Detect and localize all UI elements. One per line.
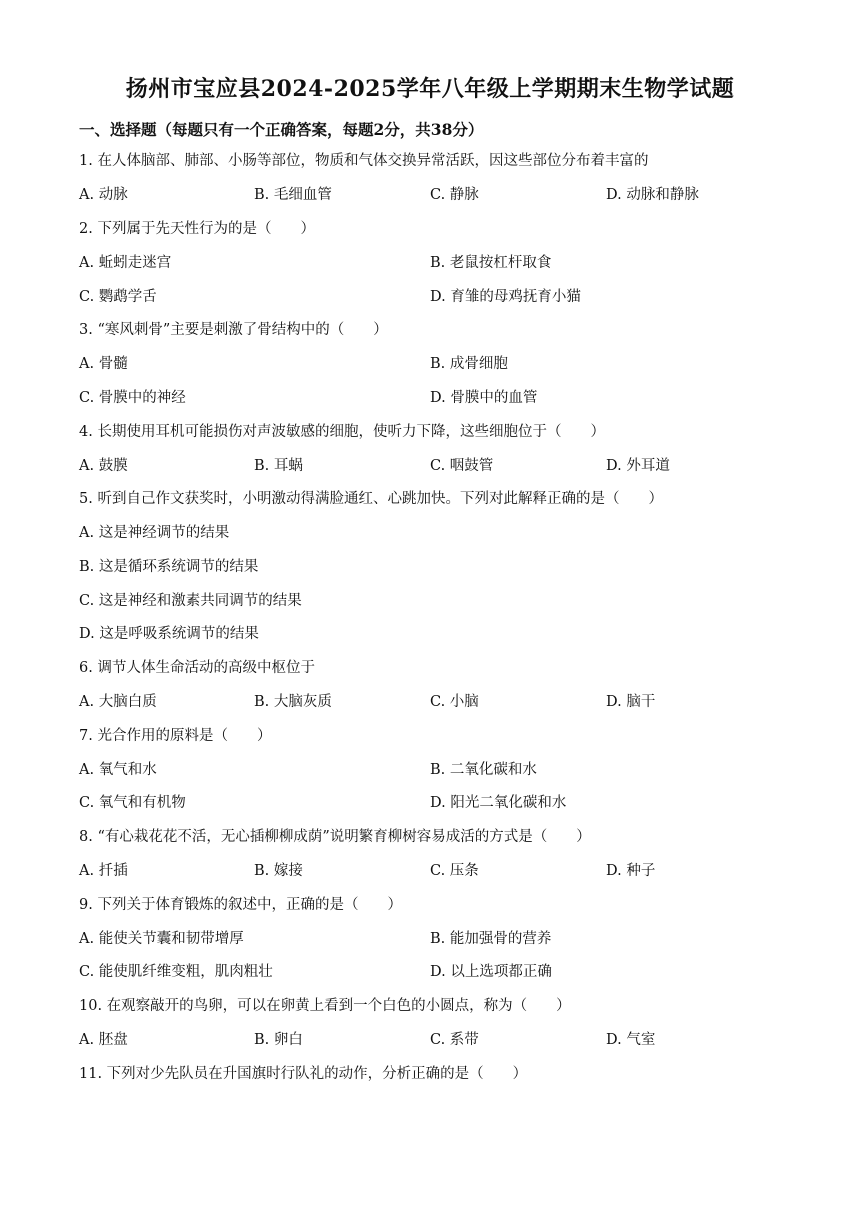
option-row	[79, 929, 820, 949]
option: B. 能加强骨的营养	[430, 931, 552, 947]
option-row	[79, 523, 820, 543]
option: D. 脑干	[606, 694, 656, 710]
option-row	[79, 760, 820, 780]
option: D. 阳光二氧化碳和水	[430, 795, 567, 811]
option-row	[79, 287, 820, 307]
option: C. 静脉	[430, 187, 479, 203]
option: D. 这是呼吸系统调节的结果	[79, 626, 259, 642]
option-row	[79, 388, 820, 408]
option: D. 育雏的母鸡抚育小猫	[430, 289, 581, 305]
option-row	[79, 354, 820, 374]
option: C. 氧气和有机物	[79, 795, 186, 811]
option: A. 这是神经调节的结果	[79, 525, 230, 541]
option: A. 胚盘	[79, 1032, 128, 1048]
question-stem: 2. 下列属于先天性行为的是（ ）	[79, 221, 315, 237]
question-stem: 1. 在人体脑部、肺部、小肠等部位，物质和气体交换异常活跃，因这些部位分布着丰富的	[79, 153, 649, 169]
option: A. 骨髓	[79, 356, 128, 372]
option-row	[79, 591, 820, 611]
option: C. 咽鼓管	[430, 458, 494, 474]
option: B. 毛细血管	[254, 187, 332, 203]
option: A. 扦插	[79, 863, 128, 879]
question-stem: 4. 长期使用耳机可能损伤对声波敏感的细胞，使听力下降，这些细胞位于（ ）	[79, 424, 605, 440]
option: A. 动脉	[79, 187, 128, 203]
option: D. 外耳道	[606, 458, 670, 474]
option-row	[79, 793, 820, 813]
exam-title: 扬州市宝应县2024-2025学年八年级上学期期末生物学试题	[125, 76, 735, 102]
option: C. 这是神经和激素共同调节的结果	[79, 593, 302, 609]
question-stem: 9. 下列关于体育锻炼的叙述中，正确的是（ ）	[79, 897, 402, 913]
option: D. 以上选项都正确	[430, 964, 552, 980]
section-heading: 一、选择题（每题只有一个正确答案，每题2分，共38分）	[79, 120, 484, 139]
option: C. 压条	[430, 863, 479, 879]
option: B. 成骨细胞	[430, 356, 508, 372]
option: D. 种子	[606, 863, 656, 879]
option-row	[79, 456, 820, 476]
question-stem: 5. 听到自己作文获奖时，小明激动得满脸通红、心跳加快。下列对此解释正确的是（ ）	[79, 491, 663, 507]
option-row	[79, 185, 820, 205]
option: D. 骨膜中的血管	[430, 390, 538, 406]
option: B. 耳蜗	[254, 458, 303, 474]
option: A. 蚯蚓走迷宫	[79, 255, 172, 271]
option: B. 老鼠按杠杆取食	[430, 255, 552, 271]
option-row	[79, 1030, 820, 1050]
option: B. 这是循环系统调节的结果	[79, 559, 259, 575]
question-stem: 6. 调节人体生命活动的高级中枢位于	[79, 660, 315, 676]
question-stem: 7. 光合作用的原料是（ ）	[79, 728, 272, 744]
option: B. 卵白	[254, 1032, 303, 1048]
option-row	[79, 557, 820, 577]
option: A. 能使关节囊和韧带增厚	[79, 931, 244, 947]
option: A. 氧气和水	[79, 762, 157, 778]
option: A. 大脑白质	[79, 694, 157, 710]
question-stem: 10. 在观察敲开的鸟卵，可以在卵黄上看到一个白色的小圆点，称为（ ）	[79, 998, 571, 1014]
option-row	[79, 692, 820, 712]
option: C. 鹦鹉学舌	[79, 289, 157, 305]
question-stem: 11. 下列对少先队员在升国旗时行队礼的动作，分析正确的是（ ）	[79, 1066, 528, 1082]
option: B. 大脑灰质	[254, 694, 332, 710]
question-stem: 8. “有心栽花花不活，无心插柳柳成荫”说明繁育柳树容易成活的方式是（ ）	[79, 829, 591, 845]
option: C. 骨膜中的神经	[79, 390, 186, 406]
option: A. 鼓膜	[79, 458, 128, 474]
option: D. 气室	[606, 1032, 656, 1048]
question-stem: 3. “寒风刺骨”主要是刺激了骨结构中的（ ）	[79, 322, 388, 338]
option-row	[79, 962, 820, 982]
option: C. 能使肌纤维变粗，肌肉粗壮	[79, 964, 273, 980]
option: C. 小脑	[430, 694, 479, 710]
option: C. 系带	[430, 1032, 479, 1048]
option-row	[79, 861, 820, 881]
option-row	[79, 253, 820, 273]
option: B. 二氧化碳和水	[430, 762, 537, 778]
option: D. 动脉和静脉	[606, 187, 699, 203]
option-row	[79, 624, 820, 644]
option: B. 嫁接	[254, 863, 303, 879]
